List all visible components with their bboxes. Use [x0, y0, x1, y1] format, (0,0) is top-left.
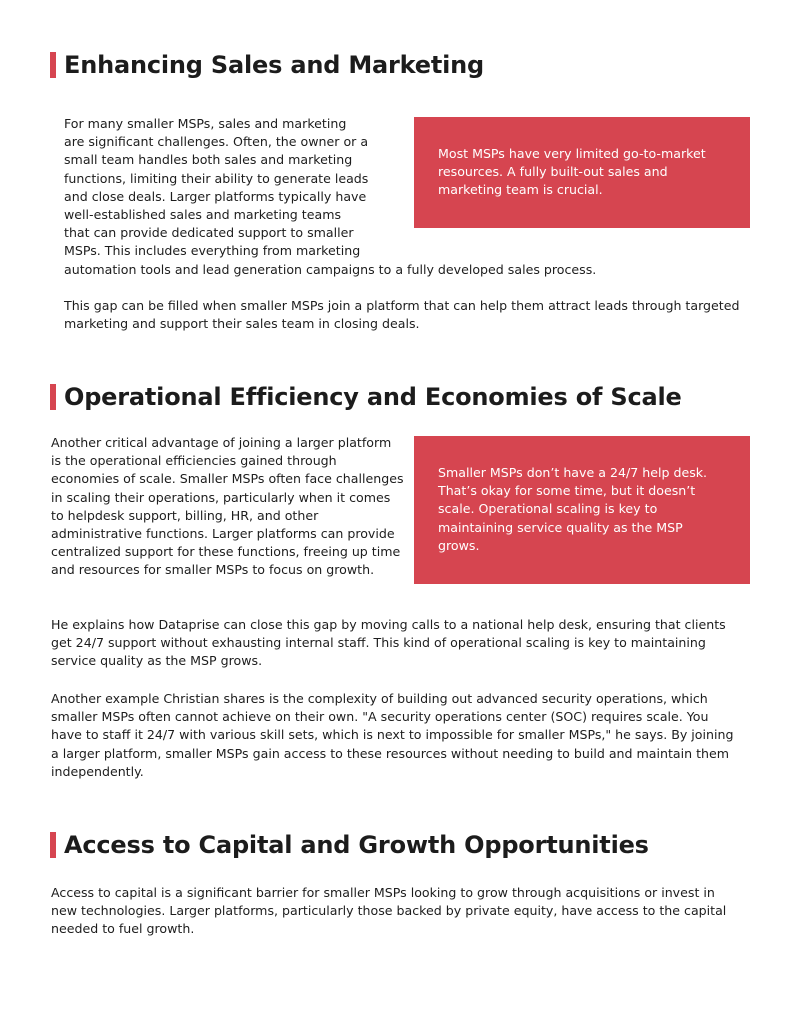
heading-accent-bar	[50, 384, 56, 410]
heading-text: Enhancing Sales and Marketing	[64, 51, 485, 79]
callout-box-operational-efficiency	[414, 436, 750, 584]
section-heading-operational-efficiency	[50, 382, 750, 410]
heading-accent-bar	[50, 52, 56, 78]
body-paragraph: Access to capital is a significant barrier for smaller MSPs looking to grow through acquisitions or invest in new technologies. Larger platforms, particularly those backed by private equity, have access to the capital needed to fuel growth.	[51, 885, 727, 937]
callout-text: Most MSPs have very limited go-to-market resources. A fully built-out sales and marketing team is crucial.	[438, 146, 706, 198]
body-paragraph: He explains how Dataprise can close this gap by moving calls to a national help desk, ensuring that clients get 24/7 support without exhausting internal staff. This kind of operational scaling is key to maintaining service quality as the MSP grows.	[51, 617, 726, 669]
section-heading-access-to-capital	[50, 830, 750, 858]
body-paragraph: Another example Christian shares is the complexity of building out advanced security operations, which smaller MSPs often cannot achieve on their own. "A security operations center (SOC) requires scale. You have to staff it 24/7 with various skill sets, which is next to impossible for smaller MSPs," he says. By joining a larger platform, smaller MSPs gain access to these resources without needing to build and maintain them independently.	[51, 691, 734, 779]
body-paragraph: Another critical advantage of joining a larger platform is the operational efficiencies gained through economies of scale. Smaller MSPs often face challenges in scaling their operations, particularly when it comes to helpdesk support, billing, HR, and other administrative functions. Larger platforms can provide centralized support for these functions, freeing up time and resources for smaller MSPs to focus on growth.	[51, 435, 404, 578]
heading-text: Access to Capital and Growth Opportunities	[64, 831, 649, 859]
body-paragraph: For many smaller MSPs, sales and marketing are significant challenges. Often, the owner or a small team handles both sales and marketing functions, limiting their ability to generate leads and close deals. Larger platforms typically have well-established sales and marketing teams that can provide dedicated support to smaller MSPs. This includes everything from marketing automation tools and lead generation campaigns to a fully developed sales process.	[64, 115, 744, 279]
callout-text: Smaller MSPs don’t have a 24/7 help desk. That’s okay for some time, but it doesn’t scale. Operational scaling is key to maintaining service quality as the MSP grows.	[438, 465, 708, 553]
callout-spacer	[370, 115, 744, 243]
body-paragraph: This gap can be filled when smaller MSPs join a platform that can help them attract leads through targeted marketing and support their sales team in closing deals.	[64, 298, 740, 332]
section-heading-sales-marketing	[50, 50, 550, 78]
heading-accent-bar	[50, 832, 56, 858]
heading-text: Operational Efficiency and Economies of Scale	[64, 383, 682, 411]
